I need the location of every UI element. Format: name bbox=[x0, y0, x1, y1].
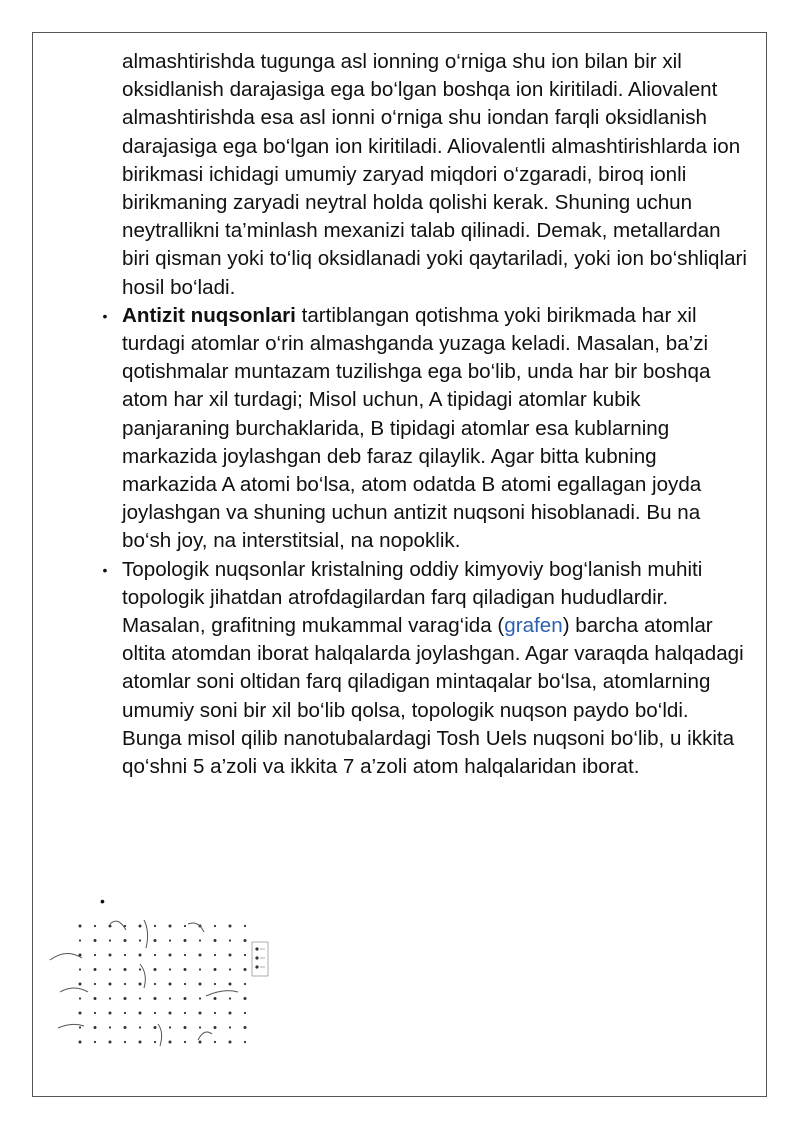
bullet-icon: • bbox=[100, 893, 105, 909]
topological-text-after: ) barcha atomlar oltita atomdan iborat halqalarda joylashgan. Agar varaqda halqadagi atomlar soni oltidan farq qiladigan mintaqalar bo‘lsa, atomlarning umumiy soni bir xil bo‘lib qolsa, topologik nuqson paydo bo‘ldi. Bunga misol qilib nanotubalardagi Tosh Uels nuqsoni bo‘lib, u ikkita qo‘shni 5 a’zoli va ikkita 7 a’zoli atom halqalaridan iborat. bbox=[122, 614, 744, 779]
lattice-defect-diagram-icon bbox=[48, 912, 273, 1062]
list-item-topological bbox=[102, 556, 752, 782]
grafen-link[interactable]: grafen bbox=[504, 614, 563, 638]
antisite-paragraph bbox=[122, 302, 752, 556]
topological-paragraph bbox=[122, 556, 752, 782]
article-body bbox=[102, 48, 752, 781]
antisite-text: tartiblangan qotishma yoki birikmada har xil turdagi atomlar o‘rin almashganda yuzaga keladi. Masalan, ba’zi qotishmalar muntazam tuzilishga ega bo‘lib, unda har bir boshqa atom har xil turdagi; Misol uchun, A tipidagi atomlar kubik panjaraning burchaklarida, B tipidagi atomlar esa kublarning markazida joylashgan deb faraz qilaylik. Agar bitta kubning markazida A atomi bo‘lsa, atom odatda B atomi egallagan joyda joylashgan va shuning uchun antizit nuqsoni hisoblanadi. Bu na bo‘sh joy, na interstitsial, na nopoklik. bbox=[122, 303, 711, 553]
intro-paragraph: almashtirishda tugunga asl ionning o‘rniga shu ion bilan bir xil oksidlanish darajasiga ega bo‘lgan boshqa ion kiritiladi. Aliovalent almashtirishda esa asl ionni o‘rniga shu iondan farqli oksidlanish darajasiga ega bo‘lgan ion kiritiladi. Aliovalentli almashtirishlarda ion birikmasi ichidagi umumiy zaryad miqdori o‘zgaradi, biroq ionli birikmaning zaryadi neytral holda qolishi kerak. Shuning uchun neytrallikni ta’minlash mexanizi talab qilinadi. Demak, metallardan biri qisman yoki to‘liq oksidlanadi yoki qaytariladi, yoki ion bo‘shliqlari hosil bo‘ladi. bbox=[122, 50, 747, 299]
bullet-icon: • bbox=[102, 561, 108, 578]
topological-text-before: Topologik nuqsonlar kristalning oddiy kimyoviy bog‘lanish muhiti topologik jihatdan atrofdagilardan farq qiladigan hududlardir. Masalan, grafitning mukammal varag‘ida ( bbox=[122, 557, 703, 638]
bullet-icon: • bbox=[102, 307, 108, 324]
antisite-term: Antizit nuqsonlari bbox=[122, 303, 296, 327]
list-item-antisite bbox=[102, 302, 752, 556]
